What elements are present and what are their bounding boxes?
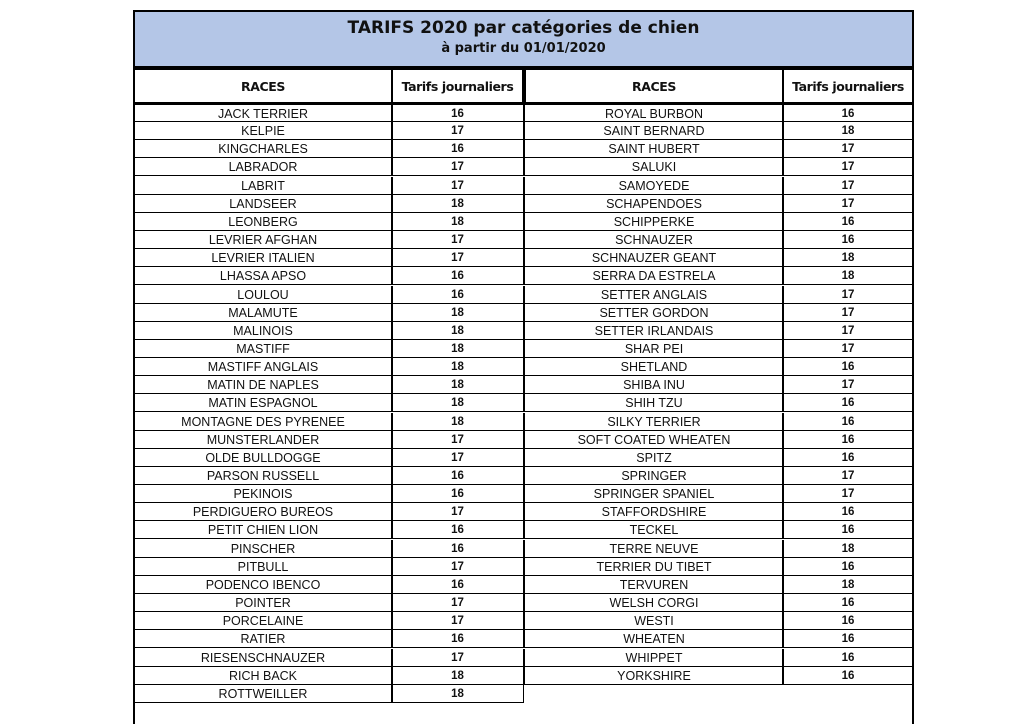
left-race-cell: LABRADOR [133, 158, 393, 176]
left-tarif-cell: 18 [391, 213, 524, 231]
right-race-cell: WESTI [524, 612, 784, 630]
left-tarif-cell: 16 [391, 630, 524, 648]
right-tarif-cell: 16 [782, 358, 914, 376]
left-tarif-cell: 18 [391, 358, 524, 376]
left-race-cell: OLDE BULLDOGGE [133, 449, 393, 467]
right-race-cell: YORKSHIRE [524, 667, 784, 685]
right-tarif-cell: 16 [782, 667, 914, 685]
right-race-cell: WELSH CORGI [524, 594, 784, 612]
right-tarif-cell: 17 [782, 376, 914, 394]
right-tarif-cell: 17 [782, 304, 914, 322]
right-tarif-cell: 17 [782, 140, 914, 158]
right-tarif-cell: 17 [782, 322, 914, 340]
page-title: TARIFS 2020 par catégories de chien [347, 18, 700, 38]
left-tarif-cell: 18 [391, 667, 524, 685]
right-tarif-cell: 17 [782, 158, 914, 176]
right-race-cell: TERRIER DU TIBET [524, 558, 784, 576]
left-race-cell: PORCELAINE [133, 612, 393, 630]
left-race-cell: MATIN ESPAGNOL [133, 394, 393, 412]
left-tarif-cell: 16 [391, 467, 524, 485]
right-tarif-cell: 17 [782, 177, 914, 195]
right-tarif-cell: 17 [782, 195, 914, 213]
left-race-cell: KELPIE [133, 122, 393, 140]
left-tarif-cell: 17 [391, 649, 524, 667]
right-race-cell: SPRINGER SPANIEL [524, 485, 784, 503]
left-race-cell: LEVRIER AFGHAN [133, 231, 393, 249]
left-race-cell: PARSON RUSSELL [133, 467, 393, 485]
left-race-cell: RIESENSCHNAUZER [133, 649, 393, 667]
right-tarif-cell: 16 [782, 649, 914, 667]
left-race-cell: PEKINOIS [133, 485, 393, 503]
right-tarif-cell: 16 [782, 431, 914, 449]
right-race-cell: SETTER ANGLAIS [524, 286, 784, 304]
left-race-cell: LABRIT [133, 177, 393, 195]
right-tarif-cell: 18 [782, 540, 914, 558]
right-race-cell: SALUKI [524, 158, 784, 176]
right-tarif-cell: 18 [782, 122, 914, 140]
left-tarif-cell: 17 [391, 231, 524, 249]
left-race-cell: LHASSA APSO [133, 267, 393, 285]
left-race-cell: POINTER [133, 594, 393, 612]
column-header-tarifs-left: Tarifs journaliers [391, 68, 524, 104]
left-tarif-cell: 18 [391, 376, 524, 394]
right-race-cell: SHAR PEI [524, 340, 784, 358]
right-tarif-cell: 16 [782, 413, 914, 431]
right-race-cell: STAFFORDSHIRE [524, 503, 784, 521]
right-race-cell: SCHAPENDOES [524, 195, 784, 213]
right-race-cell: SCHNAUZER [524, 231, 784, 249]
left-tarif-cell: 17 [391, 558, 524, 576]
left-race-cell: LANDSEER [133, 195, 393, 213]
left-race-cell: MUNSTERLANDER [133, 431, 393, 449]
left-race-cell: RATIER [133, 630, 393, 648]
right-race-cell: SCHIPPERKE [524, 213, 784, 231]
right-race-cell: TERRE NEUVE [524, 540, 784, 558]
right-tarif-cell: 18 [782, 267, 914, 285]
right-tarif-cell: 16 [782, 449, 914, 467]
left-race-cell: PETIT CHIEN LION [133, 521, 393, 539]
table-header [133, 10, 914, 68]
column-header-races-right: RACES [524, 68, 784, 104]
left-tarif-cell: 16 [391, 286, 524, 304]
right-race-cell: SETTER GORDON [524, 304, 784, 322]
left-tarif-cell: 17 [391, 594, 524, 612]
right-race-cell: SAINT BERNARD [524, 122, 784, 140]
left-tarif-cell: 17 [391, 122, 524, 140]
right-race-cell: TECKEL [524, 521, 784, 539]
right-race-cell: SOFT COATED WHEATEN [524, 431, 784, 449]
left-race-cell: LOULOU [133, 286, 393, 304]
left-race-cell: LEONBERG [133, 213, 393, 231]
left-tarif-cell: 18 [391, 394, 524, 412]
left-tarif-cell: 18 [391, 685, 524, 703]
left-tarif-cell: 17 [391, 612, 524, 630]
left-tarif-cell: 16 [391, 267, 524, 285]
left-tarif-cell: 18 [391, 413, 524, 431]
left-race-cell: MALAMUTE [133, 304, 393, 322]
right-race-cell: SPITZ [524, 449, 784, 467]
left-tarif-cell: 16 [391, 485, 524, 503]
right-tarif-cell: 17 [782, 467, 914, 485]
left-tarif-cell: 17 [391, 431, 524, 449]
right-race-cell: SHETLAND [524, 358, 784, 376]
right-race-cell: SERRA DA ESTRELA [524, 267, 784, 285]
left-tarif-cell: 17 [391, 158, 524, 176]
left-race-cell: ROTTWEILLER [133, 685, 393, 703]
right-race-cell: SAINT HUBERT [524, 140, 784, 158]
left-tarif-cell: 17 [391, 177, 524, 195]
page-subtitle: à partir du 01/01/2020 [441, 41, 606, 56]
left-race-cell: PERDIGUERO BUREOS [133, 503, 393, 521]
right-race-cell: SETTER IRLANDAIS [524, 322, 784, 340]
left-tarif-cell: 17 [391, 249, 524, 267]
right-tarif-cell: 16 [782, 521, 914, 539]
left-tarif-cell: 17 [391, 449, 524, 467]
right-tarif-cell: 17 [782, 286, 914, 304]
right-race-cell: SHIH TZU [524, 394, 784, 412]
left-tarif-cell: 18 [391, 340, 524, 358]
right-race-cell: ROYAL BURBON [524, 104, 784, 122]
left-race-cell: PODENCO IBENCO [133, 576, 393, 594]
right-tarif-cell: 16 [782, 630, 914, 648]
right-race-cell: WHEATEN [524, 630, 784, 648]
left-tarif-cell: 16 [391, 521, 524, 539]
right-race-cell: SCHNAUZER GEANT [524, 249, 784, 267]
left-race-cell: MONTAGNE DES PYRENEE [133, 413, 393, 431]
left-tarif-cell: 16 [391, 540, 524, 558]
left-race-cell: KINGCHARLES [133, 140, 393, 158]
right-race-cell: SAMOYEDE [524, 177, 784, 195]
column-header-races-left: RACES [133, 68, 393, 104]
right-tarif-cell: 16 [782, 213, 914, 231]
left-tarif-cell: 18 [391, 304, 524, 322]
right-race-cell: TERVUREN [524, 576, 784, 594]
left-race-cell: RICH BACK [133, 667, 393, 685]
left-race-cell: PINSCHER [133, 540, 393, 558]
right-race-cell: SPRINGER [524, 467, 784, 485]
right-tarif-cell: 16 [782, 503, 914, 521]
left-tarif-cell: 16 [391, 140, 524, 158]
right-tarif-cell: 16 [782, 612, 914, 630]
right-tarif-cell: 17 [782, 340, 914, 358]
left-tarif-cell: 16 [391, 104, 524, 122]
left-tarif-cell: 18 [391, 322, 524, 340]
right-tarif-cell: 16 [782, 231, 914, 249]
left-race-cell: PITBULL [133, 558, 393, 576]
right-tarif-cell: 18 [782, 576, 914, 594]
left-race-cell: JACK TERRIER [133, 104, 393, 122]
right-tarif-cell: 16 [782, 558, 914, 576]
right-tarif-cell: 18 [782, 249, 914, 267]
left-race-cell: LEVRIER ITALIEN [133, 249, 393, 267]
left-tarif-cell: 17 [391, 503, 524, 521]
right-tarif-cell: 16 [782, 594, 914, 612]
left-race-cell: MALINOIS [133, 322, 393, 340]
left-race-cell: MATIN DE NAPLES [133, 376, 393, 394]
right-tarif-cell: 17 [782, 485, 914, 503]
right-tarif-cell: 16 [782, 104, 914, 122]
right-race-cell: WHIPPET [524, 649, 784, 667]
left-tarif-cell: 18 [391, 195, 524, 213]
right-tarif-cell: 16 [782, 394, 914, 412]
left-tarif-cell: 16 [391, 576, 524, 594]
right-race-cell: SHIBA INU [524, 376, 784, 394]
left-race-cell: MASTIFF ANGLAIS [133, 358, 393, 376]
left-race-cell: MASTIFF [133, 340, 393, 358]
column-header-tarifs-right: Tarifs journaliers [782, 68, 914, 104]
right-race-cell: SILKY TERRIER [524, 413, 784, 431]
